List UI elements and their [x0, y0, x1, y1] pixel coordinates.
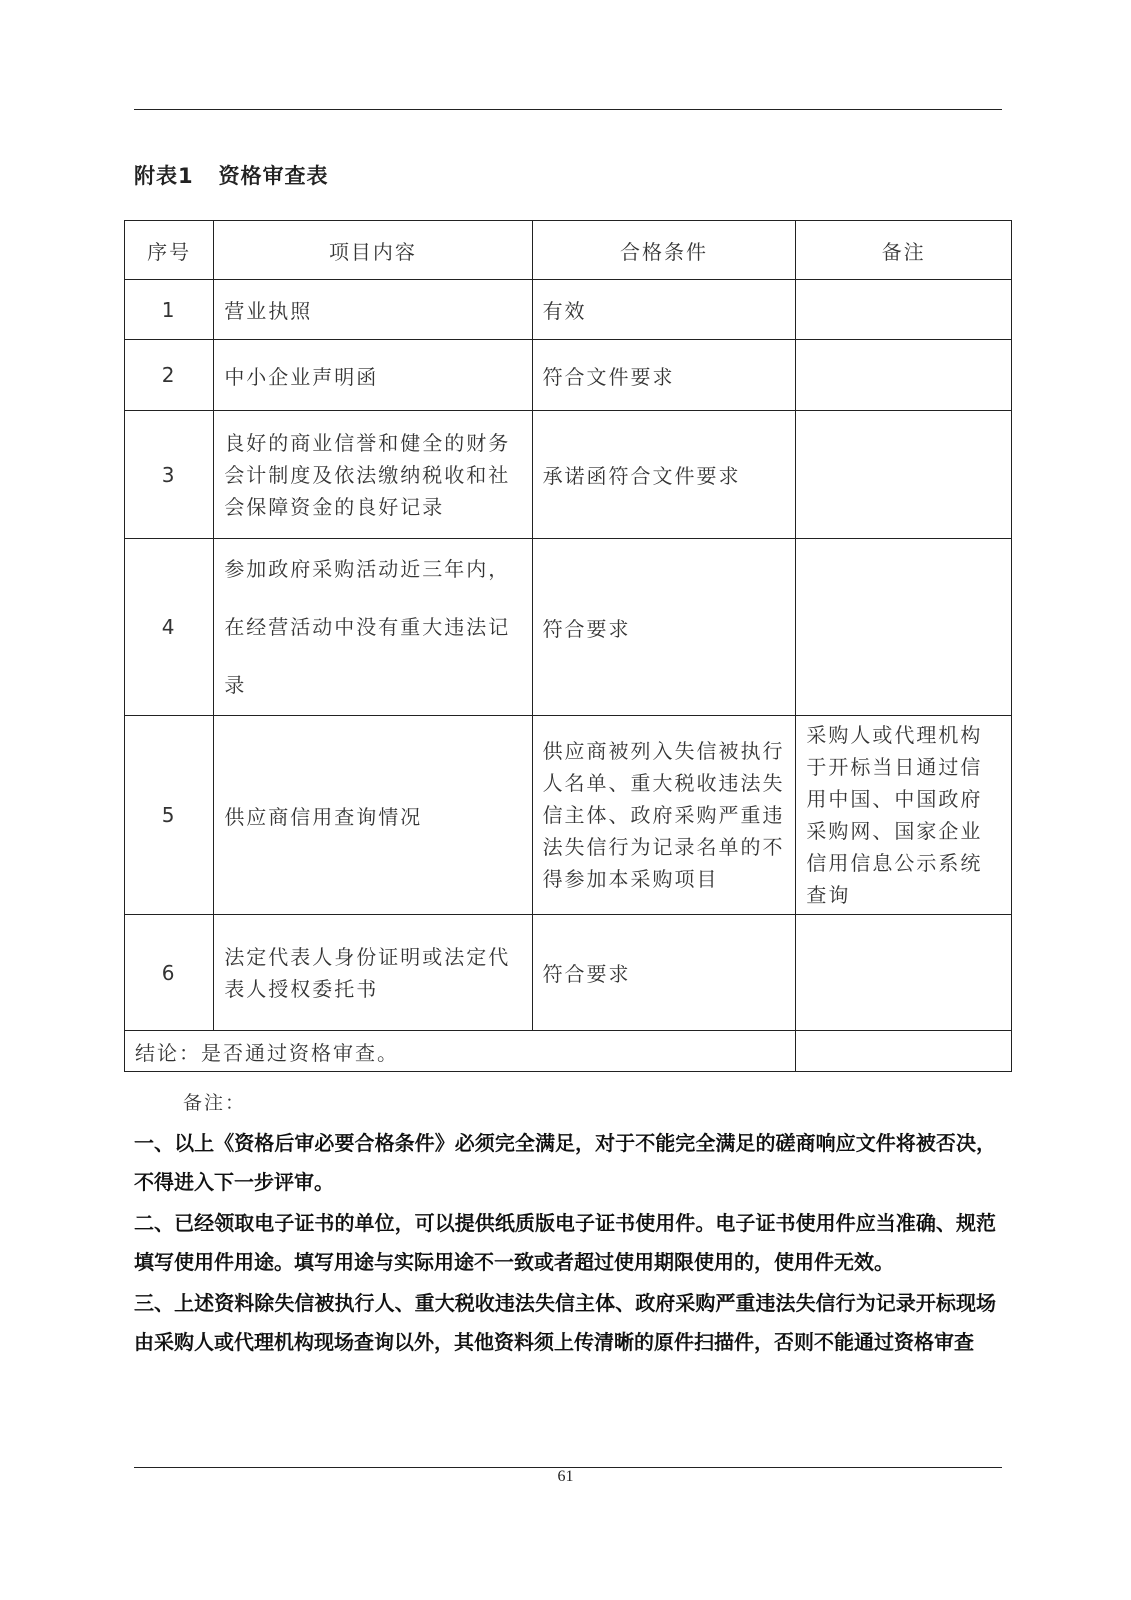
table-row [125, 915, 1012, 1031]
row-no: 2 [125, 340, 214, 411]
header-rule [134, 109, 1002, 110]
row-item: 供应商信用查询情况 [214, 716, 532, 915]
row-remark: 采购人或代理机构于开标当日通过信用中国、中国政府采购网、国家企业信用信息公示系统查询 [796, 716, 1012, 915]
conclusion-row [125, 1031, 1012, 1072]
table-header-row [125, 221, 1012, 280]
row-condition: 符合要求 [532, 915, 796, 1031]
table-row [125, 411, 1012, 539]
row-item: 营业执照 [214, 280, 532, 340]
row-remark [796, 340, 1012, 411]
note-item: 二、已经领取电子证书的单位，可以提供纸质版电子证书使用件。电子证书使用件应当准确、规范填写使用件用途。填写用途与实际用途不一致或者超过使用期限使用的，使用件无效。 [134, 1211, 996, 1274]
row-no: 4 [125, 539, 214, 716]
row-condition: 承诺函符合文件要求 [532, 411, 796, 539]
header-no: 序号 [125, 221, 214, 280]
table-row [125, 340, 1012, 411]
notes-label: 备注： [183, 1092, 247, 1114]
note-item: 一、以上《资格后审必要合格条件》必须完全满足，对于不能完全满足的磋商响应文件将被否决，不得进入下一步评审。 [134, 1131, 996, 1194]
header-remark: 备注 [796, 221, 1012, 280]
row-no: 1 [125, 280, 214, 340]
table-row [125, 280, 1012, 340]
row-remark [796, 280, 1012, 340]
row-no: 6 [125, 915, 214, 1031]
row-item: 良好的商业信誉和健全的财务会计制度及依法缴纳税收和社会保障资金的良好记录 [214, 411, 532, 539]
header-item: 项目内容 [214, 221, 532, 280]
page-number: 61 [557, 1468, 574, 1485]
row-condition: 符合文件要求 [532, 340, 796, 411]
table-row [125, 716, 1012, 915]
row-remark [796, 915, 1012, 1031]
row-no: 3 [125, 411, 214, 539]
row-condition: 有效 [532, 280, 796, 340]
row-no: 5 [125, 716, 214, 915]
row-remark [796, 411, 1012, 539]
conclusion-remark [796, 1031, 1012, 1072]
row-condition: 供应商被列入失信被执行人名单、重大税收违法失信主体、政府采购严重违法失信行为记录名单的不得参加本采购项目 [532, 716, 796, 915]
row-item: 中小企业声明函 [214, 340, 532, 411]
note-item: 三、上述资料除失信被执行人、重大税收违法失信主体、政府采购严重违法失信行为记录开标现场由采购人或代理机构现场查询以外，其他资料须上传清晰的原件扫描件，否则不能通过资格审查 [134, 1291, 996, 1354]
row-item: 法定代表人身份证明或法定代表人授权委托书 [214, 915, 532, 1031]
row-item: 参加政府采购活动近三年内，在经营活动中没有重大违法记录 [214, 539, 532, 716]
table-title: 附表1 资格审查表 [134, 164, 329, 188]
row-condition: 符合要求 [532, 539, 796, 716]
notes-section [134, 1124, 996, 1364]
header-condition: 合格条件 [532, 221, 796, 280]
table-row [125, 539, 1012, 716]
row-remark [796, 539, 1012, 716]
qualification-review-table [124, 220, 1012, 1072]
conclusion-text: 结论：是否通过资格审查。 [125, 1031, 796, 1072]
